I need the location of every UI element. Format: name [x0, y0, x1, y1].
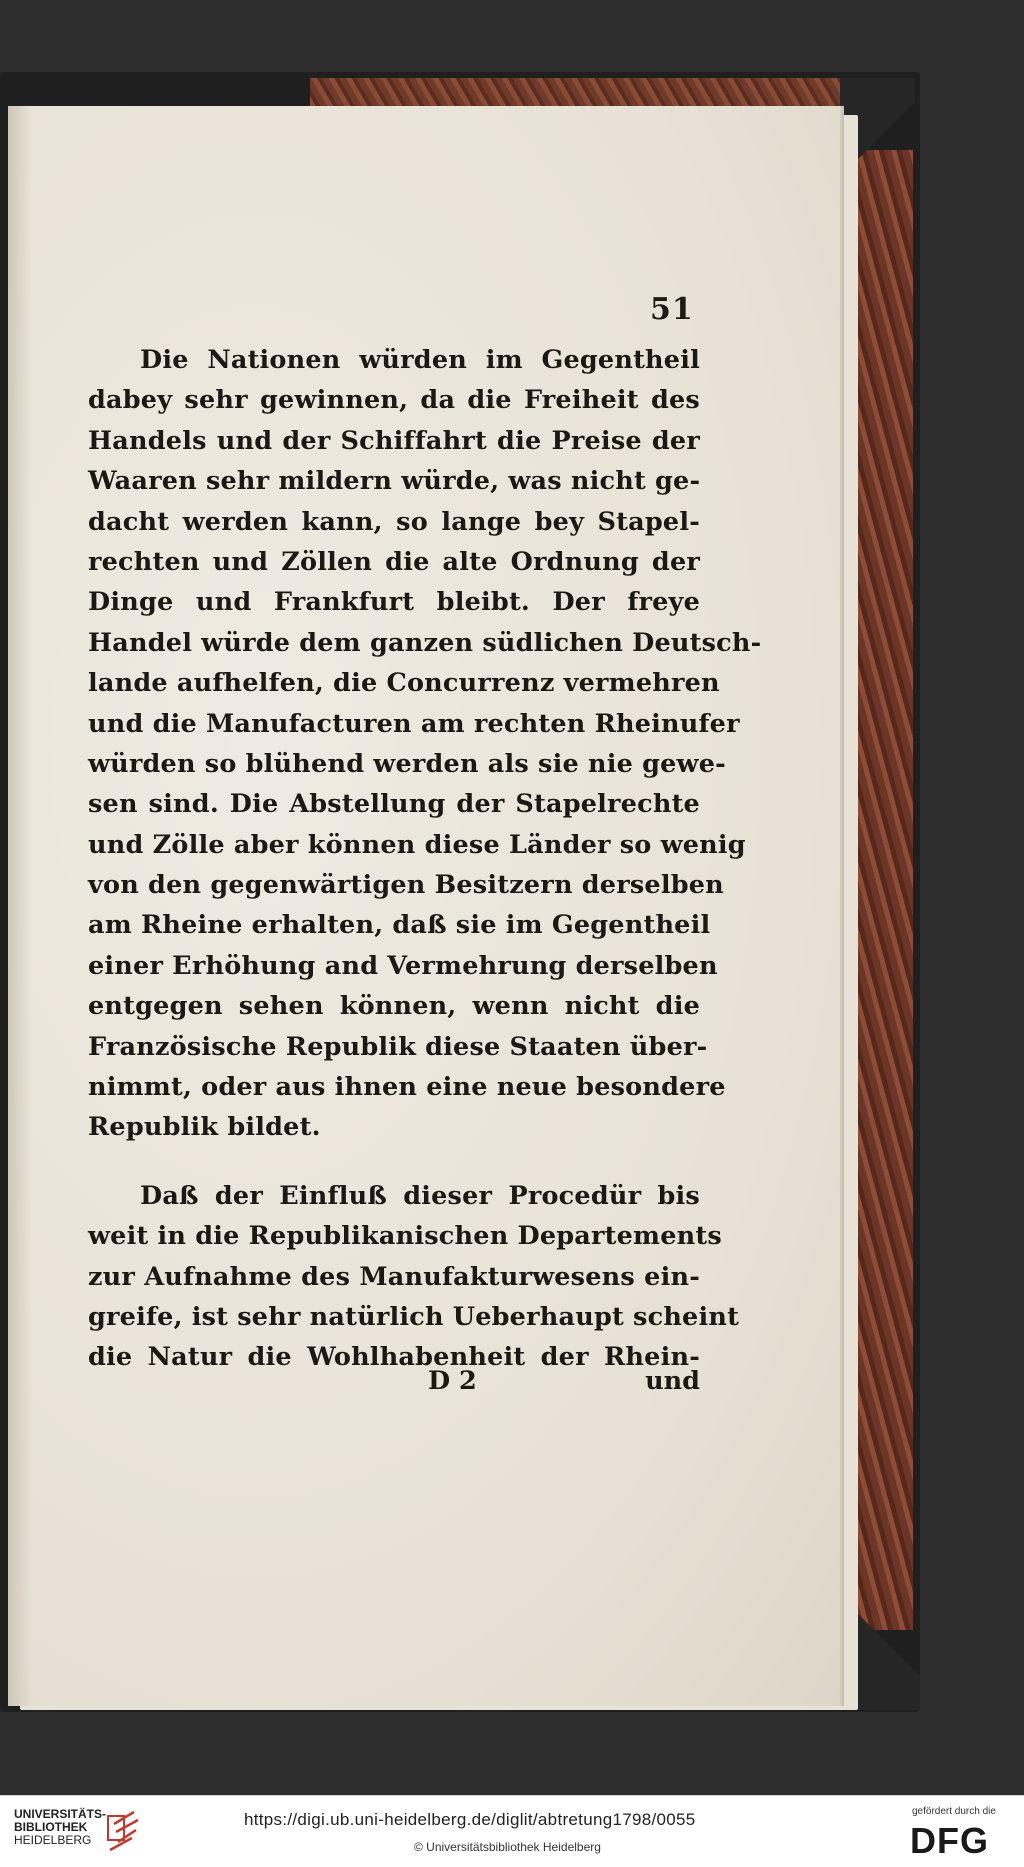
text-line: sen sind. Die Abstellung der Stapelrechte	[88, 789, 700, 820]
text-line: entgegen sehen können, wenn nicht die	[88, 991, 700, 1022]
library-name-line-3: HEIDELBERG	[14, 1833, 92, 1847]
dfg-logo[interactable]: DFG	[910, 1820, 989, 1861]
text-line: dabey sehr gewinnen, da die Freiheit des	[88, 385, 700, 416]
text-line: Handels und der Schiffahrt die Preise der	[88, 425, 700, 456]
text-line: dacht werden kann, so lange bey Stapel-	[88, 506, 700, 537]
text-line: Handel würde dem ganzen südlichen Deutsch-	[88, 627, 762, 658]
text-line: Republik bildet.	[88, 1112, 321, 1143]
text-line: Französische Republik diese Staaten über-	[88, 1031, 708, 1062]
text-line: Daß der Einfluß dieser Procedür bis	[140, 1180, 700, 1211]
text-line: einer Erhöhung and Vermehrung derselben	[88, 950, 718, 981]
body-text	[88, 340, 762, 1378]
library-name-line-2: BIBLIOTHEK	[14, 1820, 88, 1834]
text-line: lande aufhelfen, die Concurrenz vermehren	[88, 668, 720, 699]
text-line: greife, ist sehr natürlich Ueberhaupt scheint	[88, 1301, 740, 1332]
gutter-shadow	[8, 106, 32, 1706]
catchword: und	[645, 1366, 700, 1396]
text-line: von den gegenwärtigen Besitzern derselben	[88, 870, 724, 901]
paragraph-gap	[88, 1148, 700, 1176]
text-line: Waaren sehr mildern würde, was nicht ge-	[88, 466, 701, 497]
text-line: rechten und Zöllen die alte Ordnung der	[88, 546, 700, 577]
text-line: die Natur die Wohlhabenheit der Rhein-	[88, 1342, 700, 1373]
library-logo-icon	[104, 1810, 140, 1854]
signature-line	[88, 1366, 700, 1406]
text-line: Die Nationen würden im Gegentheil	[140, 345, 700, 375]
text-line: nimmt, oder aus ihnen eine neue besondere	[88, 1072, 726, 1103]
viewer-footer	[0, 1795, 1024, 1867]
text-line: und die Manufacturen am rechten Rheinufer	[88, 708, 740, 739]
text-line: Dinge und Frankfurt bleibt. Der freye	[88, 587, 700, 618]
copyright-notice: © Universitätsbibliothek Heidelberg	[414, 1840, 601, 1854]
text-line: würden so blühend werden als sie nie gewe-	[88, 748, 726, 779]
library-logo-text[interactable]	[14, 1808, 106, 1847]
permalink[interactable]: https://digi.ub.uni-heidelberg.de/diglit/abtretung1798/0055	[244, 1810, 696, 1829]
page-number: 51	[650, 292, 694, 327]
text-line: am Rheine erhalten, daß sie im Gegentheil	[88, 910, 711, 941]
text-line: zur Aufnahme des Manufakturwesens ein-	[88, 1261, 700, 1292]
text-line: und Zölle aber können diese Länder so wenig	[88, 829, 746, 860]
cover-marbled-paper-side	[858, 150, 913, 1630]
funder-caption: gefördert durch die	[912, 1806, 996, 1817]
printer-signature: D 2	[428, 1366, 477, 1396]
text-line: weit in die Republikanischen Departements	[88, 1221, 722, 1252]
library-name-line-1: UNIVERSITÄTS-	[14, 1807, 107, 1821]
